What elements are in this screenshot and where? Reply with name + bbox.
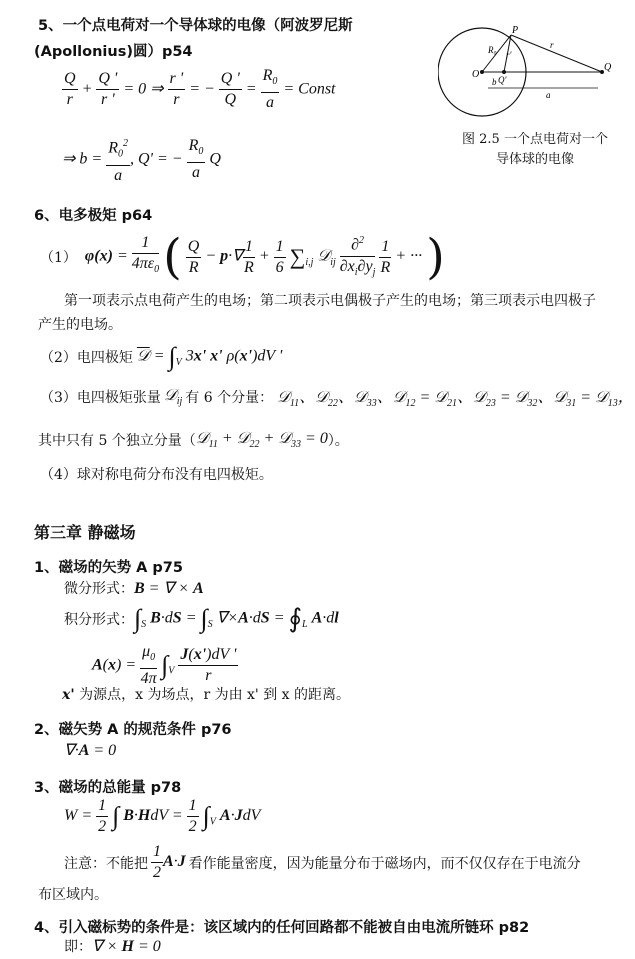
curl-h-zero: 即： ∇ × H = 0	[64, 938, 161, 955]
section2-title: 2、磁矢势 A 的规范条件 p76	[34, 722, 232, 738]
vector-potential-equation: A(x) = $\frac{\mu_0}{4\pi}$ $\int_V$ $\frac{J(x')dV '}{r}$	[92, 643, 237, 688]
section5-title-line2: (Apollonius)圆）p54	[34, 44, 193, 60]
section6-title: 6、电多极矩 p64	[34, 208, 153, 224]
source-field-note: x' 为源点，x 为场点，r 为由 x' 到 x 的距离。	[62, 687, 351, 703]
svg-text:b: b	[492, 77, 497, 87]
svg-text:r: r	[550, 40, 554, 50]
equation-image-charge-2: ⇒ b = $\frac{R_0^2}{a}$ , Q' = − $\frac{R_0}{a}$ Q	[62, 134, 221, 186]
spherical-symmetry-item: （4）球对称电荷分布没有电四极矩。	[40, 467, 273, 483]
independent-components-line: 其中只有 5 个独立分量（ 𝒟$_{11}$ + 𝒟$_{22}$ + 𝒟$_{33}$ = 0 ）。	[38, 430, 349, 451]
quadrupole-tensor-item: （3）电四极矩张量 𝒟$_{ij}$ 有 6 个分量： 𝒟$_{11}$、𝒟$_{22}$、𝒟$_{33}$、𝒟$_{12}$ = 𝒟$_{21}$、𝒟$_{23}$ = 𝒟$_{32}$、𝒟$_{31}$ = 𝒟$_{13}$，	[40, 386, 634, 410]
svg-text:a: a	[546, 90, 551, 100]
multipole-expansion-equation: （1） φ(x) = $\frac{1}{4\pi\varepsilon_0}$ ( $\frac{Q}{R}$ − p·∇ $\frac{1}{R}$ + $\frac{1}{6}$ $\sum_{i,j}$ 𝒟$_{ij}$ $\frac{\partial^2}{\partial x_i\partial y_j}$ $\frac{1}{R}$ + ··· )	[40, 229, 445, 285]
multipole-description-line2: 产生的电场。	[38, 317, 122, 333]
chapter3-title: 第三章 静磁场	[34, 523, 136, 542]
differential-form: 微分形式： B = ∇ × A	[64, 580, 204, 597]
svg-text:R₀: R₀	[488, 45, 497, 55]
gauge-condition-equation: ∇·A = 0	[64, 742, 117, 759]
magnetic-energy-equation: W = $\frac{1}{2}$ ∫ B·HdV = $\frac{1}{2}$ $\int_V$ A·JdV	[64, 797, 261, 835]
figure-caption: 图 2.5 一个点电荷对一个 导体球的电像	[462, 132, 608, 167]
multipole-description-line1: 第一项表示点电荷产生的电场；第二项表示电偶极子产生的电场；第三项表示电四极子	[64, 293, 596, 309]
svg-text:Q': Q'	[498, 75, 507, 85]
energy-note-line2: 布区域内。	[38, 887, 108, 903]
section4-title: 4、引入磁标势的条件是：该区域内的任何回路都不能被自由电流所链环 p82	[34, 920, 530, 936]
svg-text:Q: Q	[604, 62, 612, 73]
image-charge-diagram	[438, 20, 628, 125]
section3-title: 3、磁场的总能量 p78	[34, 780, 182, 796]
const-label: Const	[298, 80, 336, 98]
equation-image-charge-1: $\frac{Q}{r}$ + $\frac{Q '}{r '}$ = 0 ⇒ $\frac{r '}{r}$ = − $\frac{Q '}{Q}$ = $\frac{R_0}{a}$ = Const	[64, 67, 336, 112]
energy-note-line1: 注意：不能把 $\frac{1}{2}$ A·J 看作能量密度，因为能量分布于磁场内，而不仅仅存在于电流分	[64, 843, 581, 881]
quadrupole-moment-item: （2）电四极矩 𝒟 = $\int_V$ 3x' x' ρ(x')dV '	[40, 342, 283, 371]
svg-text:O: O	[472, 69, 480, 80]
svg-text:P: P	[512, 25, 519, 36]
section1-title: 1、磁场的矢势 A p75	[34, 560, 183, 576]
svg-text:r': r'	[506, 50, 512, 60]
integral-form: 积分形式： $\int_S$ $B\cdot dS = \int_S$ $\nabla\times A\cdot dS = ∮_L$ A·dl	[64, 604, 339, 633]
section5-title-line1: 5、一个点电荷对一个导体球的电像（阿波罗尼斯	[38, 18, 353, 34]
